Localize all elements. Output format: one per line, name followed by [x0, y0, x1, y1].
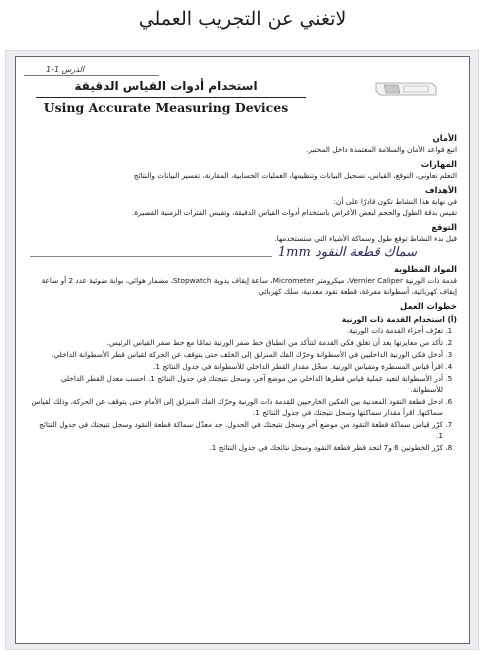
lesson-tag: الدرس 1-1	[46, 65, 85, 74]
lesson-divider	[24, 75, 159, 76]
handwritten-text: سماك قطعة النقود 1mm	[277, 245, 417, 260]
procedure-step: 6. ادخل قطعة النقود المعدنية بين الفكين الخارجيين للقدمة ذات الورنية وحرّك الفك المنزلق إلى الأمام حتى يتوقف عن الحركة، وذلك لقياس سماكتها. اقرأ مقدار سماكتها وسجل نتيجتك في جدول النتائج 1.	[30, 396, 443, 418]
procedure-step: 4. اقرأ قياس المسطرة ومقياس الورنية. سجّل مقدار القطر الداخلي للأسطوانة في جدول النتائج 1.	[30, 361, 443, 372]
heading-english: Using Accurate Measuring Devices	[43, 100, 289, 115]
handwritten-answer	[30, 245, 457, 260]
procedure-step: 7. كرّر قياس سماكة قطعة النقود من موضع آخر وسجل نتيجتك في الجدول. جد معدّل سماكة قطعة النقود وسجل نتيجتك في جدول النتائج 1.	[30, 419, 443, 441]
objectives-line: تقيس بدقة الطول والحجم لبعض الأغراض باستخدام أدوات القياس الدقيقة، وتقيس الفترات الزمنية القصيرة.	[131, 208, 457, 217]
worksheet-page	[15, 56, 470, 644]
safety-title: الأمان	[432, 133, 457, 143]
worksheet-content	[30, 129, 457, 454]
procedure-step: 5. أدر الأسطوانة لتعيد عملية قياس قطرها الداخلي من موضع آخر، وسجل نتيجتك في جدول النتائج 1. احسب معدل القطر الداخلي للأسطوانة.	[30, 373, 443, 395]
objectives-line: في نهاية هذا النشاط تكون قادرًا على أن:	[333, 197, 457, 206]
procedure-subheading: (أ) استخدام القدمة ذات الورنية	[341, 315, 457, 324]
objectives-title: الأهداف	[424, 185, 457, 195]
procedure-step: 3. أدخل فكي الورنية الداخليين في الأسطوانة وحرّك الفك المنزلق إلى الخلف حتى يتوقف عن الحركة لقياس قطر الأسطوانة الداخلي.	[30, 349, 443, 360]
prediction-text: قبل بدء النشاط توقع طول وسماكة الأشياء التي ستستخدمها.	[274, 234, 457, 243]
procedure-steps	[30, 325, 457, 453]
skills-text: التعلم تعاوني، التوقع، القياس، تسجيل البيانات وتنظيمها، العمليات الحسابية، المقارنة، تفسير البيانات والنتائج	[133, 171, 457, 180]
prediction-title: التوقع	[431, 222, 457, 232]
procedure-step: 8. كرّر الخطوتين 6 و7 لتجد قطر قطعة النقود وسجل نتائجك في جدول النتائج 1.	[30, 442, 443, 453]
materials-text: قدمة ذات الورنية Vernier Caliper، ميكرومتر Micrometer، ساعة إيقاف يدوية Stopwatch، مضمار هوائي، بوابة ضوئية عدد 2 أو ساعة إيقاف كهربائية، أسطوانة مفرغة، قطعة نقود معدنية، سلك كهربائي	[41, 276, 457, 296]
procedure-title: خطوات العمل	[400, 301, 457, 311]
procedure-step: 2. تأكد من معايرتها بعد أن تغلق فكي القدمة لتتأكد من انطباق خط صفر الورنية تمامًا مع خط صفر القياس الرئيس.	[30, 337, 443, 348]
materials-title: المواد المطلوبة	[393, 264, 457, 274]
skills-title: المهارات	[420, 159, 457, 169]
publisher-logo-icon	[374, 75, 438, 105]
heading-rule	[36, 97, 306, 98]
heading-arabic: استخدام أدوات القياس الدقيقة	[74, 79, 258, 93]
safety-text: اتبع قواعد الأمان والسلامة المعتمدة داخل المختبر.	[306, 145, 457, 154]
page-title: لاتغني عن التجريب العملي	[138, 8, 347, 30]
answer-line	[30, 245, 272, 257]
document-frame	[5, 50, 479, 650]
procedure-step: 1. تعرّف أجزاء القدمة ذات الورنية.	[30, 325, 443, 336]
